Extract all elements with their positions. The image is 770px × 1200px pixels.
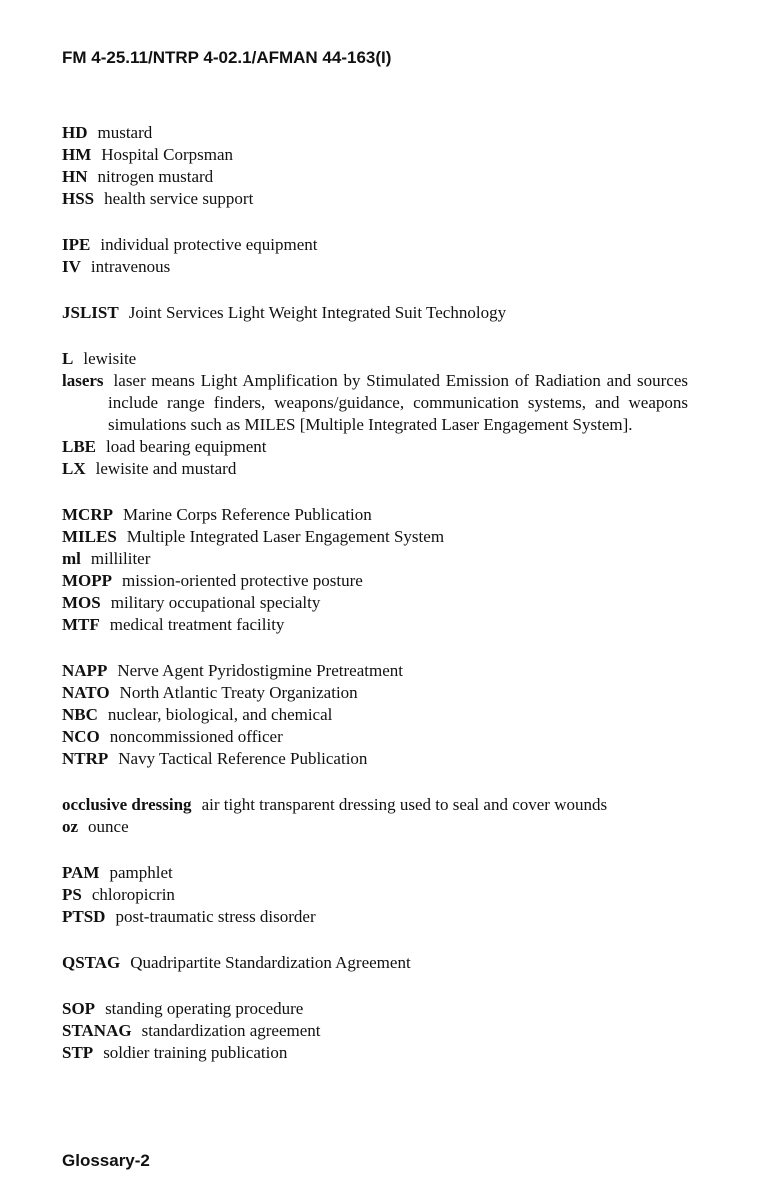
- glossary-definition: standardization agreement: [141, 1021, 321, 1040]
- glossary-entry: [62, 188, 688, 210]
- glossary-entry: [62, 144, 688, 166]
- glossary-term: NTRP: [62, 749, 109, 768]
- glossary-definition: Marine Corps Reference Publication: [122, 505, 372, 524]
- glossary-entry: [62, 682, 688, 704]
- glossary-definition: Nerve Agent Pyridostigmine Pretreatment: [117, 661, 403, 680]
- glossary-definition: pamphlet: [109, 863, 173, 882]
- glossary-term: SOP: [62, 999, 96, 1018]
- glossary-definition: load bearing equipment: [106, 437, 267, 456]
- glossary-term: LX: [62, 459, 86, 478]
- glossary-entry: [62, 548, 688, 570]
- glossary-term: MTF: [62, 615, 100, 634]
- glossary-definition: milliliter: [90, 549, 151, 568]
- glossary-term: NBC: [62, 705, 98, 724]
- glossary-term: STANAG: [62, 1021, 132, 1040]
- glossary-definition: health service support: [104, 189, 254, 208]
- glossary-term: QSTAG: [62, 953, 121, 972]
- page-footer: Glossary-2: [62, 1151, 150, 1170]
- glossary-definition: Quadripartite Standardization Agreement: [130, 953, 411, 972]
- glossary-term: NCO: [62, 727, 100, 746]
- glossary-definition: chloropicrin: [91, 885, 175, 904]
- glossary-definition: soldier training publication: [103, 1043, 288, 1062]
- glossary-entry: [62, 660, 688, 682]
- glossary-entry: [62, 504, 688, 526]
- glossary-term: oz: [62, 817, 79, 836]
- glossary-term: IV: [62, 257, 81, 276]
- glossary-entry: [62, 570, 688, 592]
- glossary-definition: nitrogen mustard: [97, 167, 214, 186]
- glossary-entry: [62, 526, 688, 548]
- glossary-term: STP: [62, 1043, 94, 1062]
- glossary-entry: [62, 302, 688, 324]
- group-spacer: [62, 636, 688, 660]
- glossary-term: lasers: [62, 371, 104, 390]
- glossary-term: NAPP: [62, 661, 108, 680]
- glossary-definition: lewisite: [83, 349, 137, 368]
- glossary-term: LBE: [62, 437, 97, 456]
- glossary-entry: [62, 592, 688, 614]
- glossary-entry: [62, 370, 688, 436]
- glossary-term: L: [62, 349, 74, 368]
- glossary-entry: [62, 256, 688, 278]
- glossary-definition: laser means Light Amplification by Stimulated Emission of Radiation and sources include range finders, weapons/guidance, communication systems, and weapons simulations such as MILES [Multiple Integrated Laser Engagement System].: [108, 371, 688, 434]
- glossary-term: MOPP: [62, 571, 113, 590]
- glossary-definition: standing operating procedure: [105, 999, 304, 1018]
- glossary-entry: [62, 348, 688, 370]
- glossary-entry: [62, 952, 688, 974]
- glossary-entry: [62, 458, 688, 480]
- glossary-definition: mustard: [97, 123, 153, 142]
- glossary-entry: [62, 1042, 688, 1064]
- page-header: FM 4-25.11/NTRP 4-02.1/AFMAN 44-163(I): [62, 48, 392, 67]
- glossary-definition: military occupational specialty: [110, 593, 321, 612]
- glossary-definition: medical treatment facility: [109, 615, 285, 634]
- glossary-term: HM: [62, 145, 92, 164]
- glossary-term: HSS: [62, 189, 95, 208]
- group-spacer: [62, 278, 688, 302]
- glossary-list: [62, 122, 688, 1064]
- glossary-entry: [62, 1020, 688, 1042]
- glossary-term: PAM: [62, 863, 100, 882]
- glossary-term: IPE: [62, 235, 91, 254]
- group-spacer: [62, 928, 688, 952]
- glossary-entry: [62, 614, 688, 636]
- glossary-definition: lewisite and mustard: [95, 459, 237, 478]
- glossary-entry: [62, 884, 688, 906]
- glossary-entry: [62, 862, 688, 884]
- glossary-term: PS: [62, 885, 82, 904]
- glossary-entry: [62, 794, 688, 816]
- glossary-definition: intravenous: [90, 257, 171, 276]
- glossary-definition: Joint Services Light Weight Integrated Suit Technology: [128, 303, 507, 322]
- group-spacer: [62, 324, 688, 348]
- glossary-term: occlusive dressing: [62, 795, 192, 814]
- glossary-term: MILES: [62, 527, 117, 546]
- glossary-definition: ounce: [88, 817, 129, 836]
- glossary-definition: mission-oriented protective posture: [122, 571, 363, 590]
- glossary-definition: individual protective equipment: [100, 235, 318, 254]
- glossary-term: HN: [62, 167, 88, 186]
- group-spacer: [62, 974, 688, 998]
- glossary-entry: [62, 704, 688, 726]
- glossary-entry: [62, 122, 688, 144]
- glossary-term: JSLIST: [62, 303, 119, 322]
- group-spacer: [62, 838, 688, 862]
- glossary-definition: Hospital Corpsman: [101, 145, 234, 164]
- glossary-definition: North Atlantic Treaty Organization: [119, 683, 358, 702]
- glossary-entry: [62, 906, 688, 928]
- glossary-entry: [62, 748, 688, 770]
- glossary-definition: noncommissioned officer: [109, 727, 283, 746]
- glossary-entry: [62, 436, 688, 458]
- glossary-definition: Multiple Integrated Laser Engagement System: [126, 527, 445, 546]
- group-spacer: [62, 210, 688, 234]
- glossary-entry: [62, 234, 688, 256]
- glossary-definition: post-traumatic stress disorder: [115, 907, 316, 926]
- glossary-definition: air tight transparent dressing used to seal and cover wounds: [201, 795, 608, 814]
- glossary-entry: [62, 998, 688, 1020]
- glossary-entry: [62, 816, 688, 838]
- glossary-term: HD: [62, 123, 88, 142]
- glossary-term: ml: [62, 549, 81, 568]
- glossary-term: PTSD: [62, 907, 106, 926]
- glossary-entry: [62, 726, 688, 748]
- glossary-term: NATO: [62, 683, 110, 702]
- glossary-term: MOS: [62, 593, 101, 612]
- group-spacer: [62, 480, 688, 504]
- glossary-term: MCRP: [62, 505, 113, 524]
- group-spacer: [62, 770, 688, 794]
- glossary-definition: Navy Tactical Reference Publication: [118, 749, 368, 768]
- glossary-entry: [62, 166, 688, 188]
- glossary-definition: nuclear, biological, and chemical: [107, 705, 333, 724]
